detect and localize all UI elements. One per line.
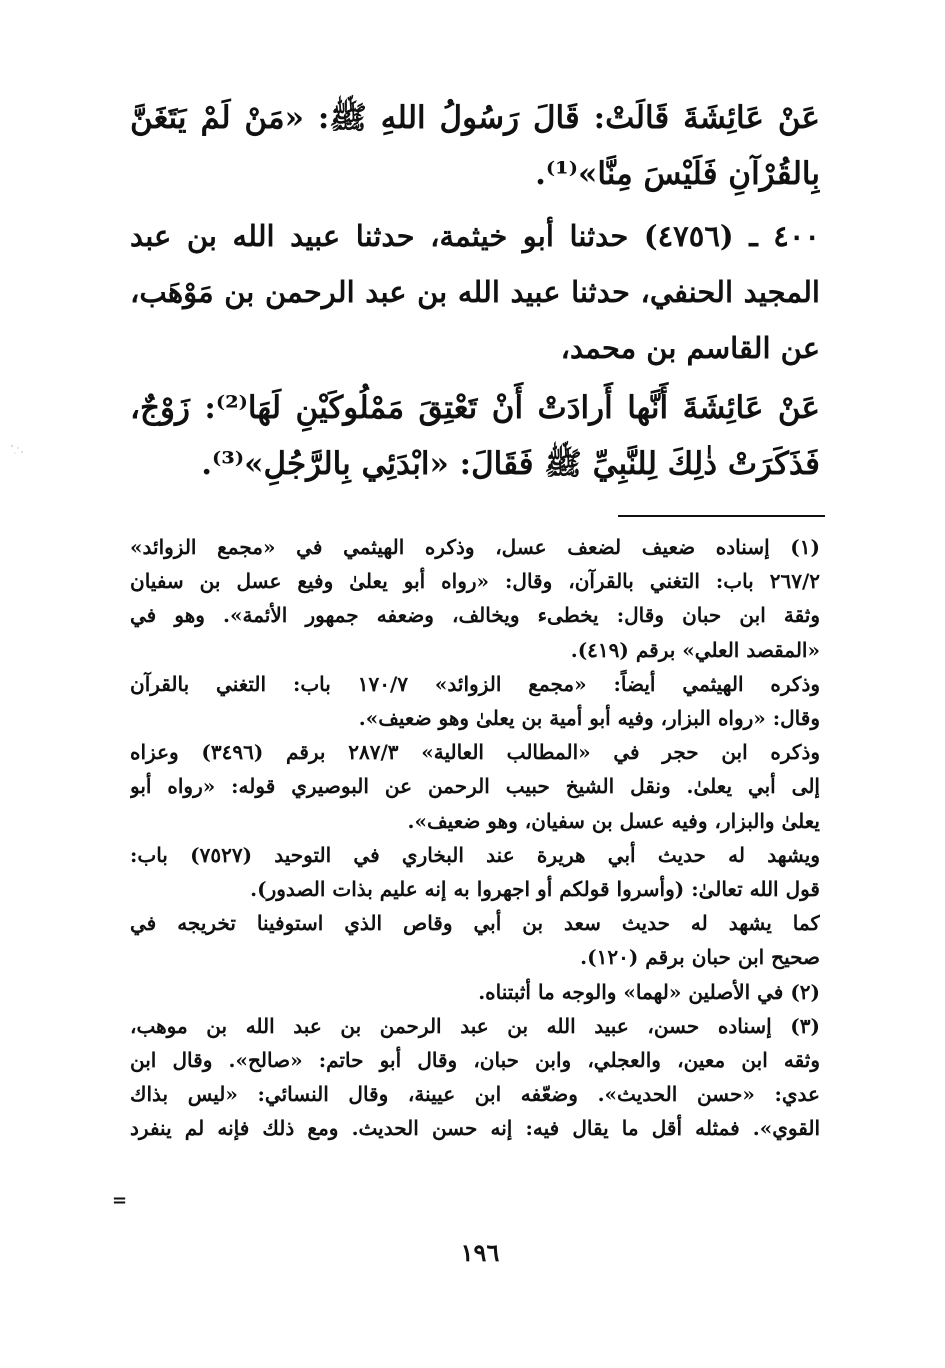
footnote-line: وثقة ابن حبان وقال: يخطىء ويخالف، وضعفه جمهور الأئمة». وهو في bbox=[130, 603, 820, 628]
footnote-line: عدي: «حسن الحديث». وضعّفه ابن عيينة، وقال النسائي: «ليس بذاك bbox=[130, 1082, 820, 1107]
footnote-line: وذكره ابن حجر في «المطالب العالية» ٢٨٧/٣ برقم (٣٤٩٦) وعزاه bbox=[130, 740, 820, 765]
hadith-1-line-1: عَنْ عَائِشَةَ قَالَتْ: قَالَ رَسُولُ اللهِ ﷺ: «مَنْ لَمْ يَتَغَنَّ bbox=[130, 100, 820, 136]
footnote-line: إلى أبي يعلىٰ. ونقل الشيخ حبيب الرحمن عن البوصيري قوله: «رواه أبو bbox=[130, 774, 820, 799]
footnote-line: القوي». فمثله أقل ما يقال فيه: إنه حسن الحديث. ومع ذلك فإنه لم ينفرد bbox=[130, 1116, 820, 1141]
hadith-2-line-1: عَنْ عَائِشَةَ أَنَّها أَرادَتْ أَنْ تَعْتِقَ مَمْلُوكَيْنِ لَهَا⁽²⁾: زَوْجٌ، bbox=[130, 390, 820, 426]
footnote-line: صحيح ابن حبان برقم (١٢٠). bbox=[580, 945, 820, 970]
hadith-2 bbox=[130, 380, 820, 492]
footnote-line: (٣) إسناده حسن، عبيد الله بن عبد الرحمن بن عبد الله بن موهب، bbox=[130, 1013, 820, 1038]
page-number: ١٩٦ bbox=[460, 1238, 500, 1267]
isnad-line-3: عن القاسم بن محمد، bbox=[560, 331, 820, 365]
footnote-line: «المقصد العلي» برقم (٤١٩). bbox=[570, 637, 820, 662]
hadith-2-line-2: فَذَكَرَتْ ذٰلِكَ لِلنَّبِيِّ ﷺ فَقَالَ: «ابْدَئِي بِالرَّجُلِ»⁽³⁾. bbox=[201, 446, 820, 482]
main-text bbox=[130, 90, 820, 492]
isnad-400 bbox=[130, 208, 820, 376]
footnote-line: وقال: «رواه البزار، وفيه أبو أمية بن يعلىٰ وهو ضعيف». bbox=[358, 706, 820, 731]
footnote-line: (٢) في الأصلين «لهما» والوجه ما أثبتناه. bbox=[478, 979, 820, 1004]
footnotes bbox=[130, 530, 820, 1146]
footnote-line: وذكره الهيثمي أيضاً: «مجمع الزوائد» ١٧٠/٧ باب: التغني بالقرآن bbox=[130, 671, 820, 696]
footnote-line: ٢٦٧/٢ باب: التغني بالقرآن، وقال: «رواه أبو يعلىٰ وفيع عسل بن سفيان bbox=[130, 569, 820, 594]
scan-speck-icon bbox=[6, 438, 28, 460]
hadith-1-line-2: بِالقُرْآنِ فَلَيْسَ مِنَّا»⁽¹⁾. bbox=[535, 156, 820, 192]
footnote-line: كما يشهد له حديث سعد بن أبي وقاص الذي استوفينا تخريجه في bbox=[130, 911, 820, 936]
footnote-line: قول الله تعالىٰ: (وأسروا قولكم أو اجهروا به إنه عليم بذات الصدور). bbox=[250, 877, 820, 902]
footnote-line: ويشهد له حديث أبي هريرة عند البخاري في التوحيد (٧٥٢٧) باب: bbox=[130, 842, 820, 867]
continuation-mark: = bbox=[112, 1190, 128, 1211]
footnote-line: وثقه ابن معين، والعجلي، وابن حبان، وقال أبو حاتم: «صالح». وقال ابن bbox=[130, 1048, 820, 1073]
footnote-line: يعلىٰ والبزار، وفيه عسل بن سفيان، وهو ضعيف». bbox=[407, 808, 820, 833]
hadith-1 bbox=[130, 90, 820, 202]
isnad-line-1: ٤٠٠ ـ (٤٧٥٦) حدثنا أبو خيثمة، حدثنا عبيد الله بن عبد bbox=[130, 219, 820, 253]
footnote-line: (١) إسناده ضعيف لضعف عسل، وذكره الهيثمي في «مجمع الزوائد» bbox=[130, 535, 820, 559]
isnad-line-2: المجيد الحنفي، حدثنا عبيد الله بن عبد الرحمن بن مَوْهَب، bbox=[130, 275, 820, 309]
footnote-divider bbox=[618, 515, 825, 517]
